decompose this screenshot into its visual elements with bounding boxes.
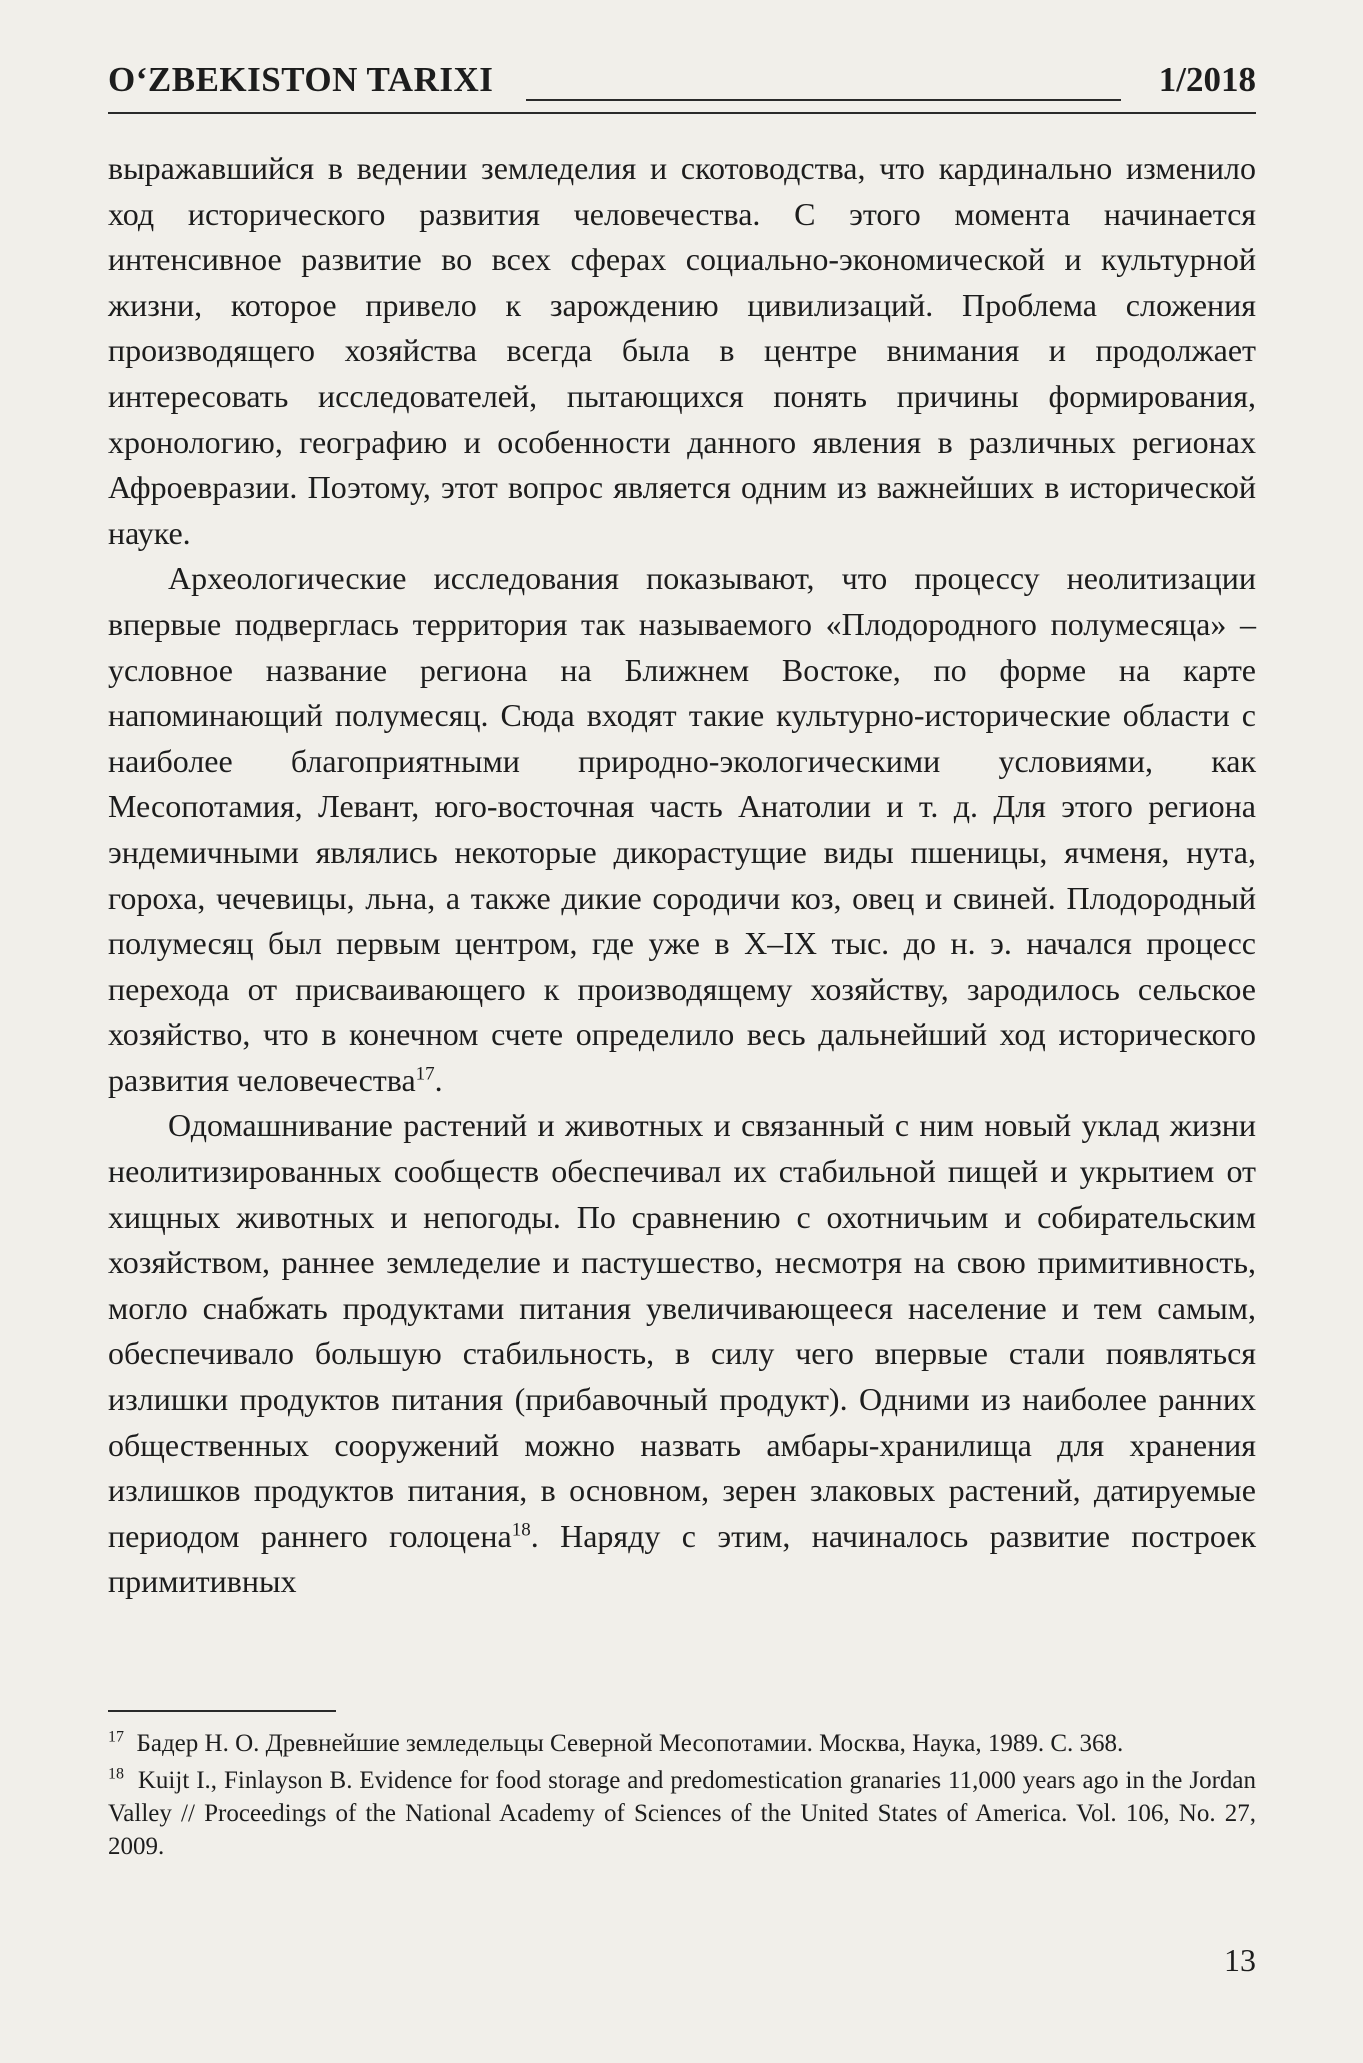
footnote-ref-17: 17: [415, 1063, 435, 1085]
header-rule: [526, 99, 1121, 101]
footnote-17: [108, 1727, 1256, 1760]
footnote-ref-18: 18: [511, 1519, 531, 1541]
footnote-number: 18: [108, 1765, 124, 1783]
footnote-separator: [108, 1710, 336, 1712]
article-body: [108, 146, 1256, 1605]
footnote-18: [108, 1764, 1256, 1863]
footnote-number: 17: [108, 1728, 124, 1746]
paragraph-1: выражавшийся в ведении земледелия и скотоводства, что кардинально изменило ход исторического развития человечества. С этого момента начинается интенсивное развитие во всех сферах социально-экономической и культурной жизни, которое привело к зарождению цивилизаций. Проблема сложения производящего хозяйства всегда была в центре внимания и продолжает интересовать исследователей, пытающихся понять причины формирования, хронологию, географию и особенности данного явления в различных регионах Афроевразии. Поэтому, этот вопрос является одним из важнейших в исторической науке.: [108, 150, 1256, 551]
page-number: 13: [1224, 1942, 1256, 1978]
paragraph-3-end: . Наряду с этим, начиналось развитие построек примитивных: [108, 1517, 1257, 1600]
paragraph-2-end: .: [434, 1061, 443, 1098]
paragraph-2-text: Археологические исследования показывают, что процессу неолитизации впервые подверглась территория так называемого «Плодородного полумесяца» – условное название региона на Ближнем Востоке, по форме на карте напоминающий полумесяц. Сюда входят такие культурно-исторические области с наиболее благоприятными природно-экологическими условиями, как Месопотамия, Левант, юго-восточная часть Анатолии и т. д. Для этого региона эндемичными являлись некоторые дикорастущие виды пшеницы, ячменя, нута, гороха, чечевицы, льна, а также дикие сородичи коз, овец и свиней. Плодородный полумесяц был первым центром, где уже в X–IX тыс. до н. э. начался процесс перехода от присваивающего к производящему хозяйству, зародилось сельское хозяйство, что в конечном счете определило весь дальнейший ход исторического развития человечества: [108, 560, 1256, 1098]
footnotes: [108, 1727, 1256, 1867]
paragraph-2: [108, 556, 1256, 1103]
running-header: [108, 52, 1256, 114]
footnote-text: Kuijt I., Finlayson B. Evidence for food storage and predomestication granaries 11,000 years ago in the Jordan Valley // Proceedings of the National Academy of Sciences of the United States of America. Vol. 106, No. 27, 2009.: [108, 1767, 1256, 1860]
paragraph-3-text: Одомашнивание растений и животных и связанный с ним новый уклад жизни неолитизированных сообществ обеспечивал их стабильной пищей и укрытием от хищных животных и непогоды. По сравнению с охотничьим и собирательским хозяйством, раннее земледелие и пастушество, несмотря на свою примитивность, могло снабжать продуктами питания увеличивающееся население и тем самым, обеспечивало большую стабильность, в силу чего впервые стали появляться излишки продуктов питания (прибавочный продукт). Одними из наиболее ранних общественных сооружений можно назвать амбары-хранилища для хранения излишков продуктов питания, в основном, зерен злаковых растений, датируемые периодом раннего голоцена: [108, 1107, 1256, 1554]
paragraph-3: [108, 1103, 1256, 1605]
journal-title: O‘ZBEKISTON TARIXI: [108, 60, 494, 99]
issue-number: 1/2018: [1158, 60, 1256, 99]
footnote-text: Бадер Н. О. Древнейшие земледельцы Северной Месопотамии. Москва, Наука, 1989. С. 368.: [136, 1730, 1124, 1757]
